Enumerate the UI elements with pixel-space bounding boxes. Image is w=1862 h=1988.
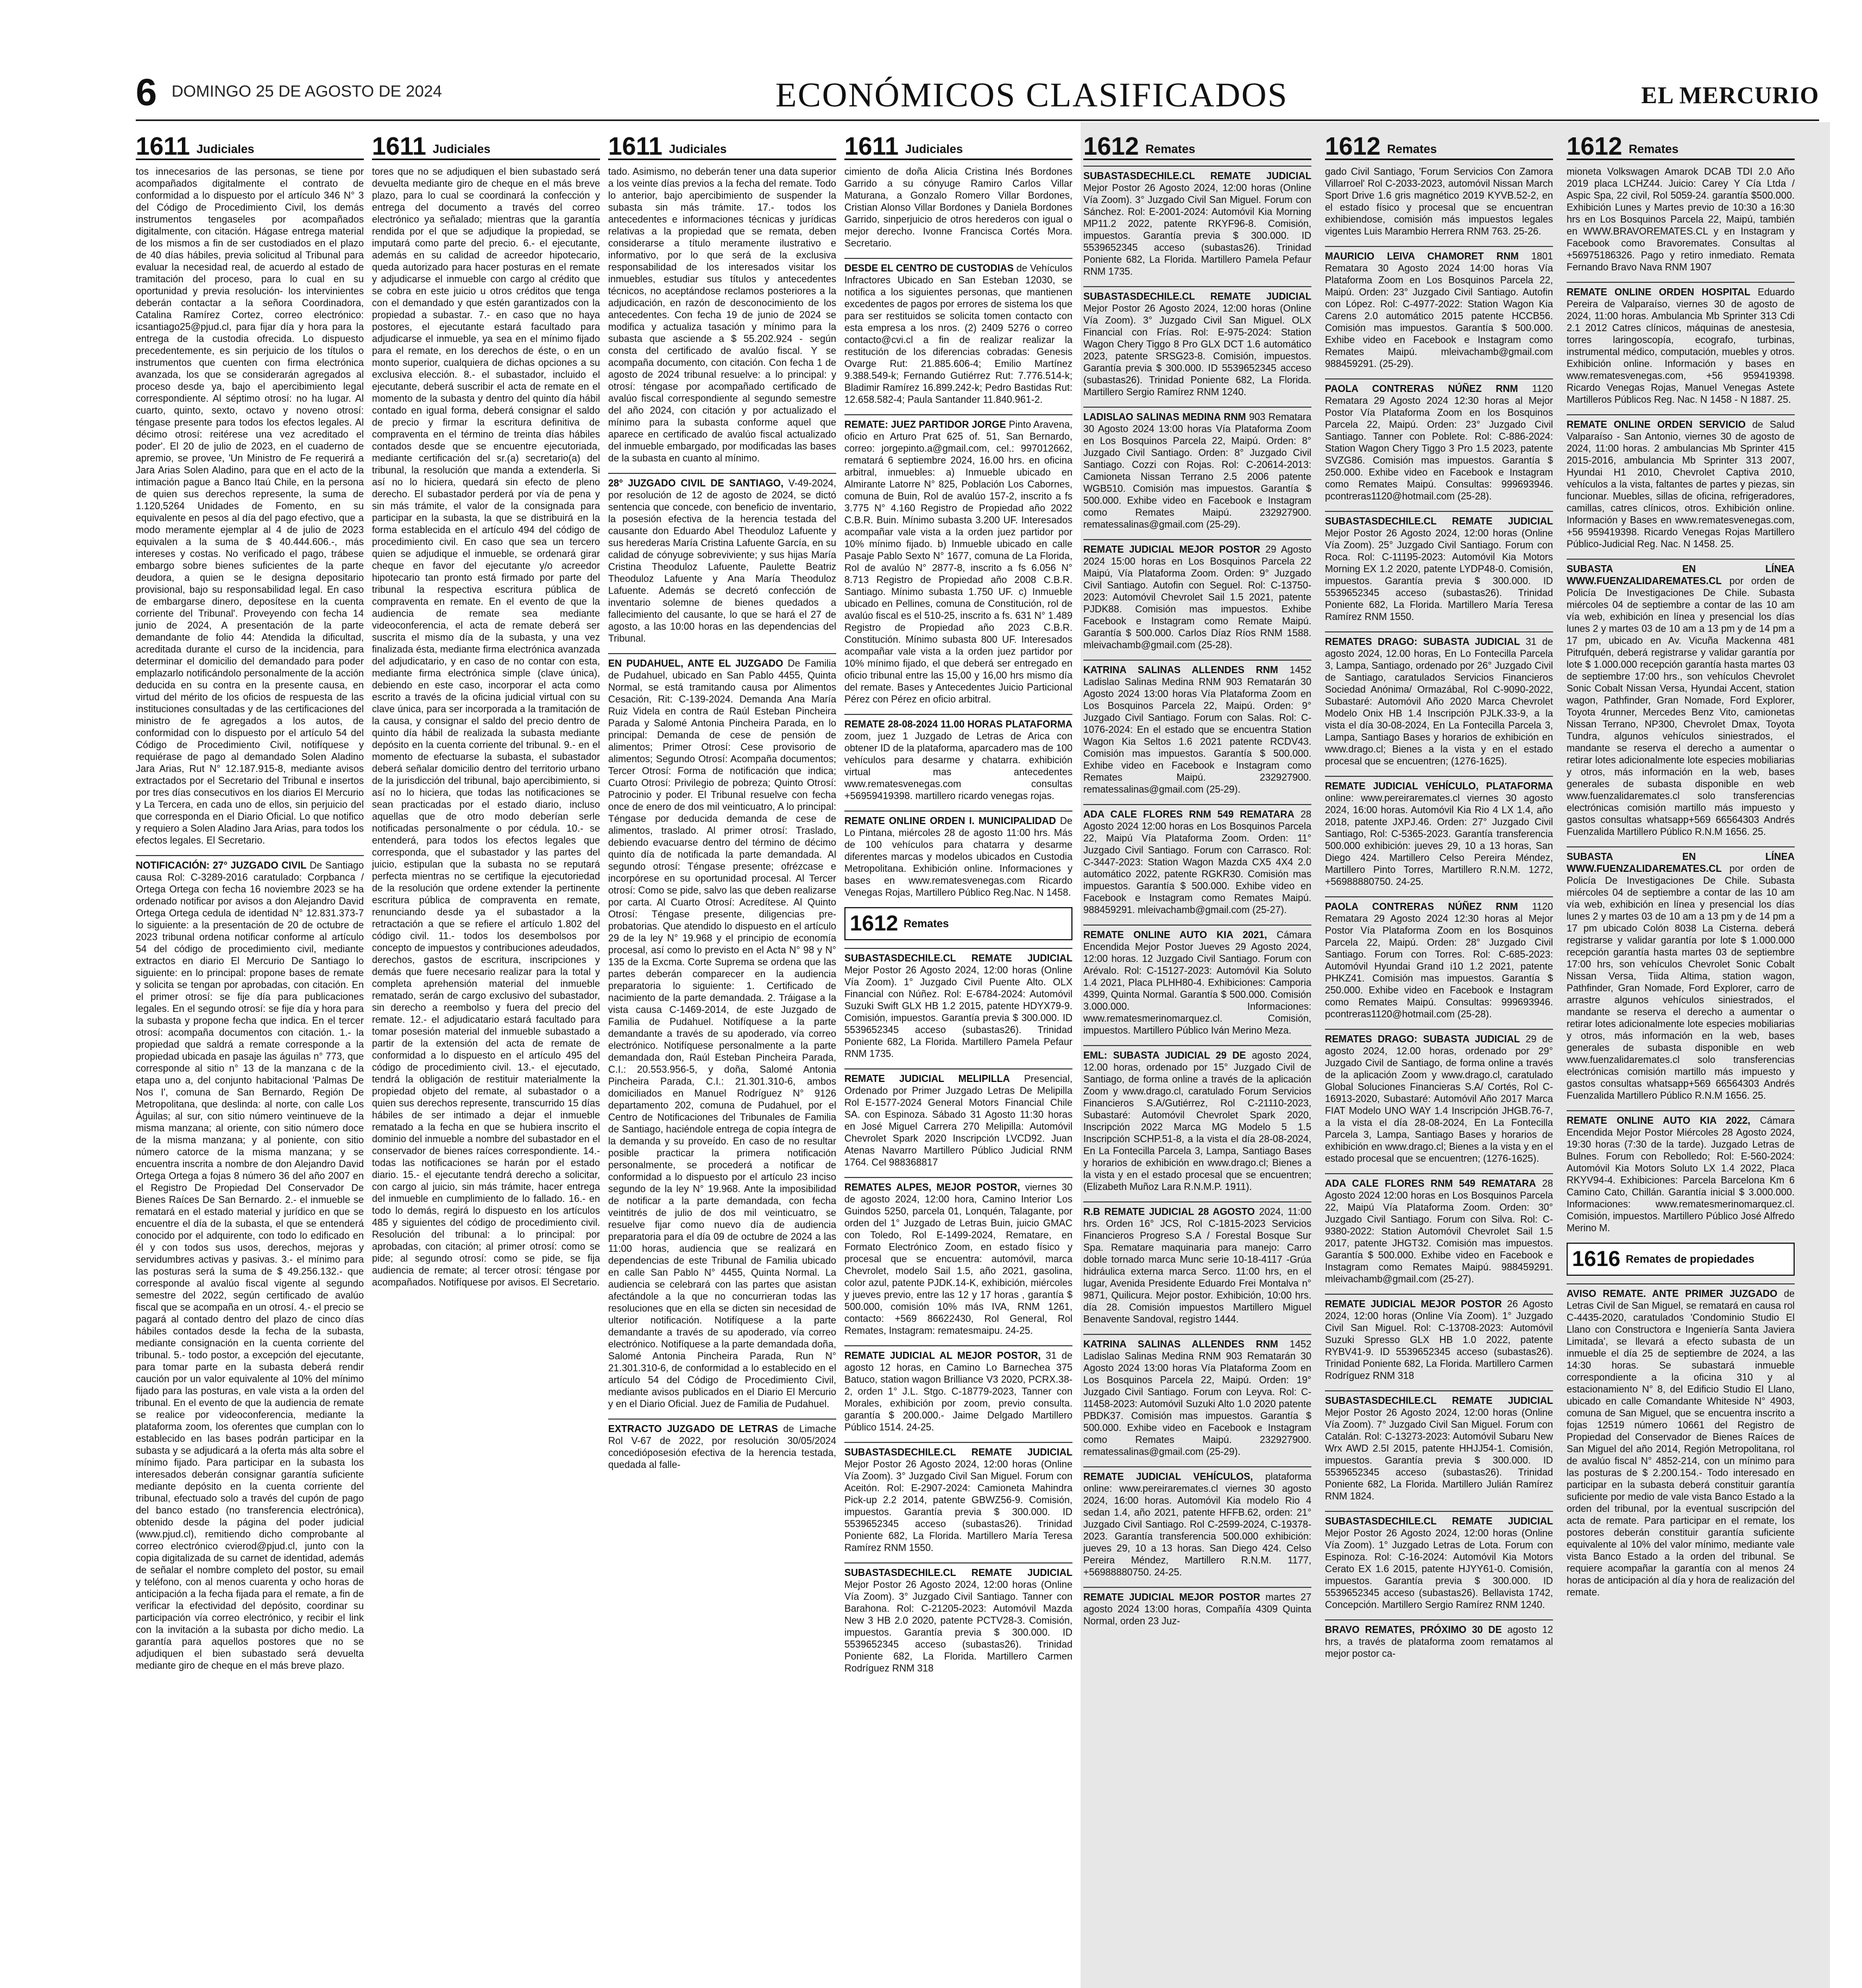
ad-body: 1120 Rematara 29 Agosto 2024 12:30 horas al Mejor Postor Vía Plataforma Zoom en los Bosquinos Parcela 22, Maipú. Orden: 28° Juzgado Civil Santiago. Forum con Torres. Rol: C-685-2023: Automóvil Hyundai Grand i10 1.2 2021, patente PHKZ41. Comisión mas impuestos. Garantía $ 250.000. Exhibe video en Facebook e Instagram como Remates Maipú. Consultas: 999693946. pcontreras1120@hotmail.com (25-28). [1325, 901, 1553, 1020]
ad-body: Cámara Encendida Mejor Postor Miércoles 28 Agosto 2024, 19:30 horas (7:30 de la tarde). Juzgado Letras de Bulnes. Forum con Rebolledo; Rol: E-560-2024: Automóvil Kia Motors Soluto LX 1.4 2022, Placa RKYV94-4. Exhibiciones: Parcela Barcelona Km 6 Camino Cato, Chillán. Garantía inicial $ 3.000.000. Informaciones: www.rematesmerinomarquez.cl. Comisión, impuestos. Martillero Público José Alfredo Merino M. [1567, 1115, 1795, 1233]
column-header [608, 128, 836, 160]
classified-ad [1325, 246, 1553, 370]
category-code: 1612 [1567, 132, 1623, 160]
column-header [1567, 128, 1795, 160]
ad-body: De Lo Pintana, miércoles 28 de agosto 11:00 hrs. Más de 100 vehículos para chatarra y desarme diferentes marcas y modelos ubicados en Custodia Metropolitana. Exhibición online. Informaciones y bases en www.rematesvenegas.com Ricardo Venegas Rojas, Martillero Público Reg.Nac. N 1458. [844, 815, 1072, 898]
classified-ad [1083, 1334, 1311, 1458]
ad-headline: NOTIFICACIÓN: 27° JUZGADO CIVIL [136, 860, 307, 871]
classified-ad [1325, 378, 1553, 502]
ad-body: de Salud Valparaíso - San Antonio, viernes 30 de agosto de 2024, 11:00 horas. 2 ambulancias Mb Sprinter 415 2015-2016, ambulancia Mb Sprinter 313 2007, Hyundai H1 2010, Chevrolet Captiva 2010, vehículos a la vista, faltantes de partes y piezas, sin funcionar. Muebles, sillas de oficina, refrigeradores, camillas, catres clínicos, otros. Exhibición online. Información y Bases en www.rematesvenegas.com, +56 959419398. Ricardo Venegas Rojas Martillero Público-Judicial Reg. Nac. N 1458. 25. [1567, 419, 1795, 549]
ad-headline: AVISO REMATE. ANTE PRIMER JUZGADO [1567, 1288, 1778, 1299]
ad-body: tado. Asimismo, no deberán tener una data superior a los veinte días previos a la fecha del remate. Todo lo anterior, bajo apercibimiento de suspender la subasta sin más trámite. 17.- todos los antecedentes e informaciones técnicas y jurídicas relativas a la propiedad que se remata, deben considerarse a título meramente ilustrativo e informativo, por lo que será de la exclusiva responsabilidad de los interesados visitar los inmuebles, estudiar sus títulos y antecedentes técnicos, no aceptándose reclamos posteriores a la adjudicación, en razón de desconocimiento de los antecedentes. Con fecha 19 de junio de 2024 se modifica y actualiza tasación y mínimo para la subasta que asciende a $ 55.202.924 - según consta del certificado de avalúo fiscal. Y se acompaña documento, con citación. Con fecha 1 de agosto de 2024 tribunal resuelve: a lo principal: y otrosí: téngase por acompañado certificado de avalúo fiscal correspondiente al segundo semestre del año 2024, con citación y por actualizado el mínimo para la subasta conforme aquel que aparece en certificado de avalúo fiscal actualizado del inmueble embargado, por modificadas las bases de la subasta en cuanto al mínimo. [608, 166, 836, 464]
ad-body: V-49-2024, por resolución de 12 de agosto de 2024, se dictó sentencia que concede, con beneficio de inventario, la posesión efectiva de la herencia testada del causante don Eduardo Abel Theoduloz Lafuente y sus herederas María Cristina Lafuente García, en su calidad de cónyuge sobreviviente; y sus hijas María Cristina Theoduloz Lafuente, Paulette Beatriz Theoduloz Lafuente y Ana María Theoduloz Lafuente. Además se decretó confección de inventario solemne de bienes quedados a fallecimiento del causante, lo que se hará el 27 de agosto, a las 10:00 horas en las dependencias del Tribunal. [608, 478, 836, 644]
classified-ad [1567, 559, 1795, 838]
category-code: 1611 [844, 132, 899, 160]
classified-ad [844, 258, 1072, 406]
classified-ad [1567, 1110, 1795, 1234]
ad-body: tores que no se adjudiquen el bien subastado será devuelta mediante giro de cheque en el más breve plazo, para lo cual se coordinará la confección y entrega del documento a través del correo electrónico ya señalado; mientras que la garantía rendida por el que se adjudique la propiedad, se imputará como parte del precio. 6.- el ejecutante, además en su calidad de acreedor hipotecario, queda autorizado para hacer posturas en el remate y adjudicarse el inmueble con cargo al crédito que se cobra en este juicio u otros créditos que tenga con el demandado y que estén garantizados con la propiedad a subastar. 7.- en caso que no haya postores, el ejecutante estará facultado para adjudicarse el inmueble, ya sea en el mínimo fijado para el remate, en los derechos de éste, o en un monto superior, cualquiera de dichas opciones a su exclusiva elección. 8.- el subastador, incluido el ejecutante, deberá suscribir el acta de remate en el momento de la subasta y dentro del quinto día hábil contado en igual forma, deberá consignar el saldo de precio y firmar la escritura definitiva de compraventa en el término de treinta días hábiles contados desde que se encuentre ejecutoriada, mediante certificación del sr.(a) secretario(a) del tribunal, la resolución que manda a extenderla. Si así no lo hiciera, quedará sin efecto de pleno derecho. El subastador perderá por vía de pena y sin más trámite, el valor de la consignada para participar en la subasta, la que se distribuirá en la forma establecida en el artículo 494 del código de procedimiento civil. En caso que sea un tercero quien se adjudique el inmueble, se ordenará girar cheque en favor del ejecutante y/o acreedor hipotecario tan pronto está firmado por parte del tribunal la respectiva escritura pública de compraventa en remate. En el evento de que la audiencia de remate sea mediante videoconferencia, el acta de remate deberá ser suscrita el mismo día de la subasta, y una vez finalizada ésta, mediante firma electrónica avanzada del adjudicatario, y en caso de no contar con esta, mediante firma electrónica simple (clave única), debiendo en este caso, incorporar el acta como escrito a través de la oficina judicial virtual con su clave única, para ser incorporada a la tramitación de la causa, y consignar el saldo del precio dentro de quinto día hábil de realizada la subasta mediante depósito en la cuenta corriente del tribunal. 9.- en el momento de efectuarse la subasta, el subastador deberá señalar domicilio dentro del territorio urbano de la jurisdicción del tribunal, bajo apercibimiento, si así no lo hiciera, que todas las notificaciones se sean practicadas por el estado diario, incluso aquellas que de otro modo deberían serle notificadas personalmente o por cédula. 10.- se entenderá, para todos los efectos legales que corresponda, que el subastador y las partes del juicio, estipulan que la subasta no se reputará perfecta mientras no se certifique la ejecutoriedad de la resolución que ordene extender la pertinente escritura pública de compraventa en remate, renunciando desde ya el subastador a la retractación a que se refiere el artículo 1.802 del código civil. 11.- todos los desembolsos por concepto de impuestos y contribuciones adeudados, derechos, gastos de escritura, inscripciones y demás que fuere necesario realizar para la total y completa aprehensión material del inmueble rematado, serán de cargo exclusivo del subastador, sin derecho a reembolso y fuera del precio del remate. 12.- el adjudicatario estará facultado para tomar posesión material del inmueble subastado a partir de la extensión del acta de remate de conformidad a lo dispuesto en el artículo 495 del código de procedimiento civil. 13.- el ejecutado, tendrá la obligación de restituir materialmente la propiedad objeto del remate, al subastador o a quien sus derechos represente, transcurrido 15 días hábiles de ser intimado a dejar el inmueble rematado a la fecha en que se hubiera inscrito el dominio del inmueble a nombre del subastador en el conservador de bienes raíces correspondiente. 14.- todas las notificaciones se harán por el estado diario. 15.- el ejecutante tendrá derecho a solicitar, con cargo al juicio, sin más trámite, hacer entrega del inmueble en cumplimiento de lo fallado. 16.- en todo lo demás, regirá lo dispuesto en los artículos 485 y siguientes del código de procedimiento civil. Resolución del tribunal: a lo principal: por aprobadas, con citación; al primer otrosí: como se pide; al segundo otrosí: como se pide, se fija audiencia de remate; al tercer otrosí: téngase por acompañados. Notifíquese por avisos. El Secretario. [372, 166, 600, 1288]
ad-headline: SUBASTASDECHILE.CL REMATE JUDICIAL [1325, 516, 1553, 527]
ad-body: de Letras Civil de San Miguel, se rematará en causa rol C-4435-2020, caratulados 'Condominio Studio El Llano con Constructora e Ingeniería Santa Javiera Limitada', se llevará a efecto subasta de un inmueble el día 25 de septiembre de 2024, a las 14:30 horas. Se subastará inmueble correspondiente a la oficina 310 y al estacionamiento N° 8, del Edificio Studio El Llano, ubicado en calle Comandante Whiteside N° 4903, comuna de San Miguel, que se encuentra inscrito a fojas 12519 número 10661 del Registro de Propiedad del Conservador de Bienes Raíces de San Miguel del año 2014, Región Metropolitana, rol de avalúo fiscal N° 4852-214, con un mínimo para las posturas de $ 2.200.154.- Todo interesado en participar en la subasta deberá constituir garantía suficiente por medio de vale vista Banco Estado a la orden del tribunal, por la eventual suscripción del acta de remate. Para participar en el remate, los postores deberán constituir garantía suficiente equivalente al 10% del valor mínimo, mediante vale vista Banco Estado a la orden del tribunal. Se requiere acompañar la garantía con al menos 24 horas de anticipación al día y hora de realización del remate. [1567, 1288, 1795, 1598]
ad-body: De Familia de Pudahuel, ubicado en San Pablo 4455, Quinta Normal, se está tramitando causa por Alimentos Cesación, Rit: C-139-2024. Demanda Ana María Ruiz Videla en contra de Raúl Esteban Pincheira Parada y Salomé Antonia Pincheira Parada, en lo principal: Demanda de cese de pensión de alimentos; Primer Otrosí: Cese provisorio de alimentos; Segundo Otrosí: Acompaña documentos; Tercer Otrosí: Forma de notificación que indica; Cuarto Otrosí: Privilegio de pobreza; Quinto Otrosí: Patrocinio y poder. El Tribunal resuelve con fecha once de enero de dos mil veinticuatro, A lo principal: Téngase por deducida demanda de cese de alimentos, traslado. Al primer otrosí: Traslado, debiendo evacuarse dentro del término de décimo quinto día de notificada la parte demandada. Al segundo otrosí: Téngase presente; ofrézcase e incorpórese en su oportunidad procesal. Al Tercer otrosí: Como se pide, salvo las que deben realizarse por carta. Al Cuarto Otrosí: Acredítese. Al Quinto Otrosí: Téngase presente, diligencias pre-probatorias. Que atendido lo dispuesto en el artículo 29 de la ley N° 19.968 y el principio de economía procesal, así como lo previsto en el Acta N° 98 y N° 135 de la Excma. Corte Suprema se ordena que las partes deberán comparecer en la audiencia preparatoria lo siguiente: 1. Certificado de nacimiento de la parte demandada. 2. Tráigase a la vista causa C-1469-2014, de este Juzgado de Familia de Pudahuel. Notifíquese a la parte demandante a través de su apoderado, vía correo electrónico. Notifíquese personalmente a la parte demandada don, Raúl Esteban Pincheira Parada, C.I.: 20.553.956-5, y doña, Salomé Antonia Pincheira Parada, C.I.: 21.301.310-6, ambos domiciliados en Manuel Rodríguez N° 9126 departamento 202, comuna de Pudahuel, por el Centro de Notificaciones del Tribunales de Familia de Santiago, haciéndole entrega de copia íntegra de la demanda y su proveído. En caso de no resultar posible practicar la primera notificación personalmente, se procederá a notificar de conformidad a lo dispuesto por el artículo 23 inciso segundo de la ley N° 19.968. Ante la imposibilidad de notificar a la parte demandada, con fecha veintitrés de julio de dos mil veinticuatro, se resuelve fijar como nuevo día de audiencia preparatoria para el día 09 de octubre de 2024 a las 11:00 horas, audiencia que se realizará en dependencias de este Tribunal de Familia ubicado en calle San Pablo N° 4455, Quinta Normal. La audiencia se celebrará con las partes que asistan afectándole a la que no concurrieran todas las resoluciones que en ella se dicten sin necesidad de ulterior notificación. Notifíquese a la parte demandante a través de su apoderado, vía correo electrónico. Notifíquese a la parte demandada doña, Salomé Antonia Pincheira Parada, Run N° 21.301.310-6, de conformidad a lo establecido en el artículo 54 del Código de Procedimiento Civil, mediante avisos publicados en el Diario El Mercurio y en el Diario Oficial. Juez de Familia de Pudahuel. [608, 658, 836, 1409]
section-title: ECONÓMICOS CLASIFICADOS [775, 75, 1288, 114]
ad-body: Mejor Postor 26 Agosto 2024, 12:00 horas (Online Vía Zoom). 3° Juzgado Civil San Miguel. OLX Financial con Frías. Rol: E-975-2024: Station Wagon Chery Tiggo 8 Pro GLX DCT 1.6 automático 2023, patente SRSG23-8. Comisión, impuestos. Garantía previa $ 300.000. ID 5539652345 acceso (subastas26). Trinidad Poniente 682, La Florida. Martillero Sergio Ramírez RNM 1240. [1083, 303, 1311, 397]
ad-headline: BRAVO REMATES, PRÓXIMO 30 DE [1325, 1624, 1502, 1635]
ad-body: 29 de agosto 2024, 12.00 horas, ordenado por 29° Juzgado Civil de Santiago, de forma online a través de la aplicación Zoom y www.drago.cl, caratulado Global Soluciones Financieras S.A/ Cortés, Rol C-16913-2020, Subastaré: Automóvil Año 2017 Marca FIAT Modelo UNO WAY 1.4 Inscripción JHGB.76-7, a la vista el día 28-08-2024, En La Fontecilla Parcela 3, Lampa, Santiago Bases y horarios de exhibición en www.drago.cl; Bienes a la vista y en el estado procesal que se encuentren; (1276-1625). [1325, 1034, 1553, 1164]
classified-ad [844, 1068, 1072, 1168]
category-name: Judiciales [905, 142, 963, 156]
column-header [372, 128, 600, 160]
column-header [1083, 128, 1311, 160]
ad-body: 31 de agosto 12 horas, en Camino Lo Barnechea 375 Batuco, station wagon Brilliance V3 2020, PCRX.38-2, orden 1° J.L. Stgo. C-18779-2023, Tanner con Morales, exhibición por zoom, previo consulta. garantía $ 200.000.- Jaime Delgado Martillero Público 1514. 24-25. [844, 1350, 1072, 1433]
classified-ad [1567, 414, 1795, 550]
ad-headline: REMATE JUDICIAL VEHÍCULO, PLATAFORMA [1325, 781, 1553, 792]
category-code: 1611 [372, 132, 426, 160]
column-6 [1325, 128, 1553, 1979]
ad-body: Mejor Postor 26 Agosto 2024, 12:00 horas (Online Vía Zoom). 25° Juzgado Civil Santiago. Forum con Roca. Rol: C-11195-2023: Automóvil Kia Motors Morning EX 1.2 2020, patente LYDP48-0. Comisión, impuestos. Garantía previa $ 300.000. ID 5539652345 acceso (subastas26). Trinidad Poniente 682, La Florida. Martillero María Teresa Ramírez RNM 1550. [1325, 528, 1553, 622]
subsection-name: Remates de propiedades [1625, 1253, 1754, 1265]
ad-headline: REMATES ALPES, MEJOR POSTOR, [844, 1182, 1020, 1193]
classified-ad [608, 473, 836, 644]
category-code: 1611 [136, 132, 190, 160]
classified-ad [844, 1177, 1072, 1337]
column-3 [608, 128, 836, 1979]
ad-body: 31 de agosto 2024, 12.00 horas, En Lo Fontecilla Parcela 3, Lampa, Santiago, ordenado por 26° Juzgado Civil de Santiago, caratulados Servicios Financieros Sociedad Anónima/ Ormazábal, Rol C-9090-2022, Subastaré: Automóvil Año 2020 Marca Chevrolet Modelo Onix HB 1.4 Inscripción PJLK.33-9, a la vista el día 30-08-2024, En La Fontecilla Parcela 3, Lampa, Santiago Bases y horarios de exhibición en www.drago.cl; Bienes a la vista y en el estado procesal que se encuentren; (1276-1625). [1325, 636, 1553, 767]
ad-body: de Vehículos Infractores Ubicado en San Esteban 12030, se notifica a los siguientes personas, que mantienen excedentes de pagos por errores de sistema los que para ser restituidos se solicita tomen contacto con esta empresa a los nros. (2) 2409 5276 o correo contacto@cvi.cl a fin de realizar realizar la restitución de los diferencias cobradas: Genesis Ovarge Rut: 21.885.606-4; Emilio Martínez 9.388.549-k; Fernando Gutiérrez Rut: 7.776.514-k; Bladimir Ramírez 16.899.242-k; Pedro Bastidas Rut: 12.658.582-4; Paula Santander 11.840.961-2. [844, 263, 1072, 405]
classified-ad [1083, 925, 1311, 1036]
ad-body: martes 27 agosto 2024 13:00 horas, Compañía 4309 Quinta Normal, orden 23 Juz- [1083, 1592, 1311, 1626]
ad-headline: PAOLA CONTRERAS NÚÑEZ RNM [1325, 383, 1518, 394]
column-4 [844, 128, 1072, 1979]
ad-headline: REMATE JUDICIAL MEJOR POSTOR [1325, 1299, 1502, 1309]
ad-body: plataforma online: www.pereiraremates.cl viernes 30 agosto 2024, 16:00 horas. Automóvil Kia modelo Rio 4 sedan 1.4, año 2021, patente HFFB.62, orden: 21° Juzgado Civil Santiago. Rol C-2599-2024, C-19378-2023. Garantía transferencia 500.000 exhibición: jueves 29, 10 a 13 horas. San Diego 424. Celso Pereira Méndez, Martillero R.N.M. 1177, +56988880750. 24-25. [1083, 1471, 1311, 1578]
ad-headline: REMATE ONLINE ORDEN SERVICIO [1567, 419, 1746, 430]
classified-ad [608, 166, 836, 464]
ad-headline: REMATE JUDICIAL AL MEJOR POSTOR, [844, 1350, 1041, 1361]
subsection-code: 1616 [1572, 1247, 1620, 1271]
ad-headline: MAURICIO LEIVA CHAMORET RNM [1325, 251, 1519, 262]
ad-headline: REMATES DRAGO: SUBASTA JUDICIAL [1325, 1034, 1520, 1044]
ad-body: 26 Agosto 2024, 12:00 horas (Online Vía Zoom). 1° Juzgado Civil San Miguel. Rol: C-13708-2023: Automóvil Suzuki Spresso GLX HB 1.0 2022, patente RYBV41-9. ID 5539652345 acceso (subastas26). Trinidad Poniente 682, La Florida. Martillero Carmen Rodríguez RNM 318 [1325, 1299, 1553, 1381]
ad-body: Mejor Postor 26 Agosto 2024, 12:00 horas (Online Vía Zoom). 3° Juzgado Civil San Miguel. Forum con Aceitón. Rol: E-2907-2024: Camioneta Mahindra Pick-up 2.2 2014, patente GBWZ56-9. Comisión, impuestos. Garantía previa $ 300.000. ID 5539652345 acceso (subastas26). Trinidad Poniente 682, La Florida. Martillero María Teresa Ramírez RNM 1550. [844, 1459, 1072, 1553]
ad-body: 1801 Rematara 30 Agosto 2024 14:00 horas Vía Plataforma Zoom en Los Bosquinos Parcela 22, Maipú. Orden: 23° Juzgado Civil Santiago. Autofin con López. Rol: C-4977-2022: Station Wagon Kia Carens 2.0 automático 2015 patente HCCB56. Comisión mas impuestos. Garantía $ 500.000. Exhibe video en Facebook e Instagram como Remates Maipú. mleivachamb@gmail.com 988459291. (25-29). [1325, 251, 1553, 369]
ad-body: mioneta Volkswagen Amarok DCAB TDI 2.0 Año 2019 placa LCHZ44. Juicio: Carey Y Cía Ltda / Aspic Spa, 22 civil, Rol 5059-24. garantía $500.000. Exhibición Lunes y Martes previo de 10:30 a 16:30 hrs en Los Bosquinos Parcela 22, Maipú, también en WWW.BRAVOREMATES.CL y en Instagram y Facebook como Bravoremates. Consultas al +56975186326. Pago y retiro inmediato. Remata Fernando Bravo Nava RNM 1907 [1567, 166, 1795, 273]
ad-body: viernes 30 de agosto 2024, 12:00 hora, Camino Interior Los Guindos 5250, parcela 01, Lonquén, Talagante, por orden del 1° Juzgado de Letras Buin, juicio GMAC con Toledo, Rol E-1499-2024, Rematare, en Formato Electrónico Zoom, en estado físico y procesal que se encuentra: automóvil, marca Chevrolet, modelo Sail 1.5, año 2021, gasolina, color azul, patente PJDK.14-K, exhibición, miércoles y jueves previo, entre las 12 y 17 horas , garantía $ 500.000, comisión 10% más IVA, RNM 1261, contacto: +569 86622430, Rol General, Rol Remates, Instagram: rematesmaipu. 24-25. [844, 1182, 1072, 1336]
ad-body: Presencial, Ordenado por Primer Juzgado Letras De Melipilla Rol E-1577-2024 General Motors Financial Chile SA. con Espinoza. Sábado 31 Agosto 11:30 horas en José Miguel Carrera 270 Melipilla: Automóvil Chevrolet Spark 2020 Inscripción LVCD92. Juan Atenas Navarro Martillero Público Judicial RNM 1764. Cel 988368817 [844, 1073, 1072, 1168]
classified-ad [1325, 1619, 1553, 1660]
column-1 [136, 128, 364, 1979]
classified-ad [1325, 1511, 1553, 1611]
ad-body: Eduardo Pereira de Valparaíso, viernes 30 de agosto de 2024, 11:00 horas. Ambulancia Mb Sprinter 313 Cdi 2.1 2012 Catres clínicos, máquinas de anestesia, torres laringoscopía, ecografo, turbinas, instrumental médico, computación, muebles y otros. Exhibición online. Información y bases en www.rematesvenegas.com, +56 959419398. Ricardo Venegas Rojas, Manuel Venegas Astete Martilleros Públicos Reg. Nac. N 1458 - N 1887. 25. [1567, 287, 1795, 405]
ad-headline: SUBASTASDECHILE.CL REMATE JUDICIAL [844, 953, 1072, 964]
column-2 [372, 128, 600, 1979]
category-name: Remates [1145, 142, 1196, 156]
ad-headline: SUBASTA EN LÍNEA WWW.FUENZALIDAREMATES.CL [1567, 851, 1795, 874]
classified-ad [608, 1419, 836, 1471]
ad-body: Cámara Encendida Mejor Postor Jueves 29 Agosto 2024, 12:00 horas. 12 Juzgado Civil Santiago. Forum con Arévalo. Rol: C-15127-2023: Automóvil Kia Soluto 1.4 2021, Placa PLHH80-4. Exhibiciones: Camporia 4399, Quinta Normal. Garantía $ 500.000. Comisión 3.000.000. Informaciones: www.rematesmerinomarquez.cl. Comisión, impuestos. Martillero Público Iván Merino Meza. [1083, 929, 1311, 1036]
column-header [844, 128, 1072, 160]
column-header [136, 128, 364, 160]
column-7 [1567, 128, 1795, 1979]
classified-ad [1083, 1201, 1311, 1325]
ad-headline: LADISLAO SALINAS MEDINA RNM [1083, 411, 1246, 422]
classified-ad [844, 1562, 1072, 1674]
ad-headline: SUBASTASDECHILE.CL REMATE JUDICIAL [1083, 170, 1311, 181]
classified-ad [844, 166, 1072, 249]
classified-ad [1083, 539, 1311, 651]
ad-body: 28 Agosto 2024 12:00 horas en Los Bosquinos Parcela 22, Maipú Vía Plataforma Zoom. Orden: 11° Juzgado Civil Santiago. Forum con Carrasco. Rol: C-3447-2023: Station Wagon Mazda CX5 4X4 2.0 automático 2022, patente RGKR30. Comisión mas impuestos. Garantía $ 500.000. Exhibe video en Facebook e Instagram como Remates Maipú. 988459291. mleivachamb@gmail.com (25-27). [1083, 809, 1311, 915]
classified-ad [1325, 1390, 1553, 1502]
classified-ad [1083, 1466, 1311, 1578]
ad-headline: REMATES DRAGO: SUBASTA JUDICIAL [1325, 636, 1520, 647]
ad-body: por orden de Policía De Investigaciones De Chile. Subasta miércoles 04 de septiembre a contar de las 10 am vía web, exhibición en línea y presencial los días lunes 2 y martes 03 de 10 am a 13 pm y de 14 pm a 17 pm ubicado Colón 8038 La Cisterna. deberá registrarse y validar garantía por lote $ 1.000.000 recepción garantía hasta martes 03 de septiembre 17:00 hrs, son vehículos Chevrolet Sonic Cobalt Nissan Versa, Tiida Altima, station wagon, Pathfinder, Gran Nomade, Ford Explorer, carro de arrastre algunos vehículos siniestrados, el mandante se reserva el derecho a aumentar o retirar lotes adicionalmente lote especies mobiliarias y otros, más información en la web, bases generales de subasta disponible en web www.fuenzalidaremates.cl solo transferencias electrónicas comisión martillo más impuesto y gastos consultas whatsapp+569 66564303 Andrés Fuenzalida Martillero Público R.N.M 1656. 25. [1567, 863, 1795, 1101]
subsection-name: Remates [903, 917, 949, 930]
classified-ad [1325, 896, 1553, 1020]
category-name: Judiciales [196, 142, 255, 156]
ad-headline: EN PUDAHUEL, ANTE EL JUZGADO [608, 658, 784, 669]
classified-ad [844, 1442, 1072, 1554]
ad-body: 2024, 11:00 hrs. Orden 16° JCS, Rol C-1815-2023 Servicios Financieros Progreso S.A / Forestal Bosque Sur Spa. Rematare maquinaria para manejo: Carro doble tornado marca Munc serie 10-18-4117 -Grúa hidráulica externa marca Serco. 11:00 hrs, en el lugar, Avenida Presidente Eduardo Frei Montalva n° 9871, Quilicura. Mejor postor. Exhibición, 10:00 hrs. día 28. Comisión impuestos Martillero Miguel Benavente Sandoval, registro 1444. [1083, 1206, 1311, 1325]
ad-headline: REMATE JUDICIAL VEHÍCULOS, [1083, 1471, 1253, 1482]
ad-body: 1452 Ladislao Salinas Medina RNM 903 Rematarán 30 Agosto 2024 13:00 horas Vía Plataforma Zoom en Los Bosquinos Parcela 22, Maipú. Orden: 9° Juzgado Civil Santiago. Forum con Salas. Rol: C-1076-2024: En el estado que se encuentra Station Wagon Kia Seltos 1.6 2021 patente RCDV43. Comisión mas impuestos. Garantía $ 500.000. Exhibe video en Facebook e Instagram como Remates Maipú. 232927900. rematessalinas@gmail.com (25-29). [1083, 664, 1311, 795]
ad-body: zoom, juez 1 Juzgado de Letras de Arica con obtener ID de la plataforma, aparcadero mas de 100 vehículos para desarme y chatarra. exhibición virtual mas antecedentes www.rematesvenegas.com consultas +56959419398. martillero ricardo venegas rojas. [844, 731, 1072, 801]
classified-ad [844, 414, 1072, 705]
column-5 [1083, 128, 1311, 1979]
ad-headline: SUBASTASDECHILE.CL REMATE JUDICIAL [1083, 291, 1311, 302]
classified-ad [1083, 804, 1311, 916]
classified-ad [1325, 1294, 1553, 1382]
classified-ad [1083, 1045, 1311, 1193]
classified-ad [1083, 166, 1311, 277]
classified-ad [1325, 166, 1553, 237]
ad-headline: REMATE JUDICIAL MELIPILLA [844, 1073, 1010, 1084]
ad-headline: REMATE JUDICIAL MEJOR POSTOR [1083, 1592, 1260, 1603]
classified-ad [1325, 1173, 1553, 1285]
ad-body: 1120 Rematara 29 Agosto 2024 12:30 horas al Mejor Postor Vía Plataforma Zoom en los Bosquinos Parcela 22, Maipú. Orden: 23° Juzgado Civil Santiago. Tanner con Poblete. Rol: C-886-2024: Station Wagon Chery Tiggo 3 Pro 1.5 2023, patente SVZG86. Comisión mas impuestos. Garantía $ 250.000. Exhibe video en Facebook e Instagram como Remates Maipú. Consultas: 999693946. pcontreras1120@hotmail.com (25-28). [1325, 383, 1553, 502]
ad-headline: SUBASTASDECHILE.CL REMATE JUDICIAL [844, 1567, 1072, 1578]
classified-ad [1325, 511, 1553, 623]
classified-ad [1325, 776, 1553, 888]
ad-headline: PAOLA CONTRERAS NÚÑEZ RNM [1325, 901, 1518, 912]
subsection-header [1567, 1243, 1795, 1276]
page-number: 6 [136, 71, 157, 113]
ad-headline: REMATE ONLINE ORDEN HOSPITAL [1567, 287, 1751, 297]
masthead [136, 71, 1819, 121]
classified-ad [136, 855, 364, 1672]
ad-body: Mejor Postor 26 Agosto 2024, 12:00 horas (Online Vía Zoom). 3° Juzgado Civil Santiago. Tanner con Barahona. Rol: C-21205-2023: Automóvil Mazda New 3 HB 2.0 2020, patente PCTV28-3. Comisión, impuestos. Garantía previa $ 300.000. ID 5539652345 acceso (subastas26). Trinidad Poniente 682, La Florida. Martillero Carmen Rodríguez RNM 318 [844, 1579, 1072, 1674]
ad-headline: SUBASTASDECHILE.CL REMATE JUDICIAL [844, 1447, 1072, 1458]
ad-body: por orden de Policía De Investigaciones De Chile. Subasta miércoles 04 de septiembre a contar de las 10 am vía web, exhibición en línea y presencial los días lunes 2 y martes 03 de 10 am a 13 pm y de 14 pm a 17 pm, ubicado en Av. Vicuña Mackenna 481 Pitrufquén, deberá registrarse y validar garantía por lote $ 1.000.000 recepción garantía hasta martes 03 de septiembre 17:00 hrs., son vehículos Chevrolet Sonic Cobalt Nissan Versa, Hyundai Accent, station wagon, Pathfinder, Gran Nomade, Ford Explorer, Toyota 4runner, Mercedes Benz Vito, camionetas Nissan Terrano, NP300, Chevrolet Dmax, Toyota Tundra, algunos vehículos siniestrados, el mandante se reserva el derecho a aumentar o retirar lotes adicionalmente lote especies mobiliarias y otros, más información en la web, bases generales de subasta disponible en web www.fuenzalidaremates.cl solo transferencias electrónicas comisión martillo más impuesto y gastos consultas whatsapp+569 66564303 Andrés Fuenzalida Martillero Público R.N.M 1656. 25. [1567, 575, 1795, 837]
ad-headline: REMATE: JUEZ PARTIDOR JORGE [844, 419, 1006, 430]
category-code: 1612 [1083, 132, 1139, 160]
ad-headline: REMATE ONLINE ORDEN I. MUNICIPALIDAD [844, 815, 1056, 826]
page-date: DOMINGO 25 DE AGOSTO DE 2024 [172, 83, 442, 100]
classified-ad [608, 653, 836, 1410]
classified-ad [1325, 631, 1553, 767]
ad-body: Mejor Postor 26 Agosto 2024, 12:00 horas (Online Vía Zoom). 1° Juzgado Letras de Lota. Forum con Espinoza. Rol: C-16-2024: Automóvil Kia Motors Cerato EX 1.6 2015, patente HJYY61-0. Comisión, impuestos. Garantía previa $ 300.000. ID 5539652345 acceso (subastas26). Bellavista 1742, Concepción. Martillero Sergio Ramírez RNM 1240. [1325, 1528, 1553, 1610]
column-header [1325, 128, 1553, 160]
ad-headline: R.B REMATE JUDICIAL 28 AGOSTO [1083, 1206, 1255, 1217]
classified-ad [372, 166, 600, 1288]
classified-ad [136, 166, 364, 846]
category-name: Judiciales [432, 142, 491, 156]
ad-body: De Santiago causa Rol: C-3289-2016 caratulado: Corpbanca / Ortega Ortega con fecha 16 noviembre 2023 se ha ordenado notificar por avisos a don Alejandro David Ortega Ortega cedula de identidad N° 12.831.373-7 lo siguiente: a la presentación de 20 de octubre de 2023 tribunal ordena notificar conforme al artículo 54 del código de procedimiento civil, mediante extractos en diario El Mercurio De Santiago lo siguiente: en lo principal: propone bases de remate y solicita se tengan por aprobadas, con citación. En el primer otrosí: se fije día para publicaciones legales. En el segundo otrosí: se fije día y hora para la subasta y propone fecha que indica. En el tercer otrosí: acompaña documentos con citación. 1.- la propiedad que saldrá a remate corresponde a la propiedad ubicada en pasaje las águilas n° 773, que corresponde al sitio n° 13 de la manzana c de la etapa uno a, del conjunto habitacional 'Palmas De Nos I', comuna de San Bernardo, Región De Metropolitana, que deslinda: al norte, con calle Los Águilas; al sur, con sitio número veintinueve de la misma manzana; al oriente, con sitio número doce de la misma manzana; y al poniente, con sitio número catorce de la misma manzana; y se encuentra inscrita a nombre de don Alejandro David Ortega Ortega a fojas 8 número 36 del año 2007 en el Registro De Propiedad Del Conservador De Bienes Raíces De San Bernardo. 2.- el inmueble se rematará en el estado material y jurídico en que se encuentre el día de la subasta, el que se entenderá conocido por el adquirente, con todo lo edificado en él y con todos sus usos, derechos, mejoras y servidumbres activas y pasivas. 3.- el mínimo para las posturas será la suma de $ 49.256.132.- que corresponde al avalúo fiscal vigente al segundo semestre del 2022, según certificado de avalúo fiscal que se acompaña en un otrosí. 4.- el precio se pagará al contado dentro del plazo de cinco días hábiles contados desde la fecha de la subasta, mediante consignación en la cuenta corriente del tribunal. 5.- todo postor, a excepción del ejecutante, para tomar parte en la subasta deberá rendir caución por un valor equivalente al 10% del mínimo fijado para las posturas, en vale vista a la orden del tribunal. En el evento de que la audiencia de remate se realice por videoconferencia, mediante la plataforma zoom, los oferentes que cumplan con lo establecido en las bases podrán participar en la subasta y se adjudicará a la oferta más alta sobre el mínimo fijado. Para participar en la subasta los interesados deberán consignar garantía suficiente mediante depósito en la cuenta corriente del tribunal, efectuado solo a través del cupón de pago del banco estado (no transferencia electrónica), obtenido desde la página del poder judicial (www.pjud.cl), remitiendo dicho comprobante al correo electrónico cvierod@pjud.cl, junto con la copia digitalizada de su carnet de identidad, además de señalar el nombre completo del postor, su email y teléfono, con al menos cuarenta y ocho horas de anticipación a la fecha fijada para el remate, a fin de verificar la efectividad del depósito, coordinar su participación vía correo electrónico, y recibir el link con la invitación a la subasta por dicho medio. La garantía para aquellos postores que no se adjudiquen el bien subastado será devuelta mediante giro de cheque en el más breve plazo. [136, 860, 364, 1671]
ad-headline: SUBASTASDECHILE.CL REMATE JUDICIAL [1325, 1395, 1553, 1406]
classified-ad [844, 714, 1072, 802]
classified-ad [1325, 1029, 1553, 1164]
classified-ad [1083, 660, 1311, 795]
ad-headline: REMATE 28-08-2024 11.00 HORAS PLATAFORMA [844, 719, 1072, 730]
classified-ad [1567, 846, 1795, 1101]
ad-body: 1452 Ladislao Salinas Medina RNM 903 Rematarán 30 Agosto 2024 13:00 horas Vía Plataforma Zoom en Los Bosquinos Parcela 22, Maipú. Orden: 19° Juzgado Civil Santiago. Forum con Leyva. Rol: C-11458-2023: Automóvil Suzuki Alto 1.0 2020 patente PBDK37. Comisión mas impuestos. Garantía $ 500.000. Exhibe video en Facebook e Instagram como Remates Maipú. 232927900. rematessalinas@gmail.com (25-29). [1083, 1339, 1311, 1457]
subsection-code: 1612 [850, 911, 898, 935]
classified-ad [1083, 1587, 1311, 1627]
ad-body: 28 Agosto 2024 12:00 horas en Los Bosquinos Parcela 22, Maipú Vía Plataforma Zoom. Orden: 30° Juzgado Civil Santiago. Forum con Silva. Rol: C-9380-2022: Station Automóvil Chevrolet Sail 1.5 2017, patente JHGT32. Comisión mas impuestos. Garantía $ 500.000. Exhibe video en Facebook e Instagram como Remates Maipú. 988459291. mleivachamb@gmail.com (25-27). [1325, 1178, 1553, 1284]
classified-ad [1083, 407, 1311, 530]
ad-headline: REMATE ONLINE AUTO KIA 2021, [1083, 929, 1267, 940]
ad-body: Mejor Postor 26 Agosto 2024, 12:00 horas (Online Vía Zoom). 7° Juzgado Civil San Miguel. Forum con Catalán. Rol: C-13273-2023: Automóvil Subaru New Wrx AWD 2.5I 2015, patente HHJJ54-1. Comisión, impuestos. Garantía previa $ 300.000. ID 5539652345 acceso (subastas26). Trinidad Poniente 682, La Florida. Martillero Julián Ramírez RNM 1824. [1325, 1407, 1553, 1502]
ad-body: tos innecesarios de las personas, se tiene por acompañados digitalmente el contrato de conformidad a lo dispuesto por el artículo 346 N° 3 del Código de Procedimiento Civil, los demás instrumentos tengaseles por acompañados digitalmente, con citación. Hágase entrega material de los mismos a fin de ser custodiados en el plazo de 40 días hábiles, previa solicitud al Tribunal para evaluar la necesidad real, de acuerdo al estado de tramitación del proceso, para lo cual en su oportunidad y previa resolución- los intervinientes deberán contactar a la señora Coordinadora, Catalina Ramírez Cortez, correo electrónico: icsantiago25@pjud.cl, para fijar día y hora para la entrega de la custodia ofrecida. Lo dispuesto precedentemente, es sin perjuicio de los títulos o instrumentos que cuenten con firma electrónica avanzada, los que se considerarán agregados al proceso desde ya, bajo el apercibimiento legal correspondiente. Al séptimo otrosí: no ha lugar. Al cuarto, quinto, sexto, octavo y noveno otrosí: téngase presente para todos los efectos legales. Al décimo otrosí: reitérese una vez acreditado el poder'. El 20 de julio de 2023, en el cuaderno de apremio, se provee, 'Un Ministro de Fe requerirá a Jara Arias Solen Aladino, para que en el acto de la intimación pague a Banco Itaú Chile, en la persona de quien sus derechos represente, la suma de 1.120,5264 Unidades de Fomento, en su equivalente en pesos al día del pago efectivo, que a modo meramente ejemplar al 4 de julio de 2023 equivalen a la suma de $ 40.444.606.-, más intereses y costas. No verificado el pago, trábese embargo sobre bienes suficientes de la parte deudora, a quien se le designa depositario provisional, bajo su responsabilidad legal. En caso de embargarse dinero, deposítese en la cuenta corriente del Tribunal'. Proveyendo con fecha 14 junio de 2024, A presentación de la parte demandante de folio 44: Atendida la dificultad, acreditada durante el curso de la incidencia, para determinar el domicilio del demandado para poder emplazarlo notificándolo personalmente de la acción deducida en su contra en la presente causa, en virtud del mérito de los oficios de respuesta de las instituciones consultadas y de las certificaciones del ministro de fe agregados a los autos, de conformidad con lo dispuesto por el artículo 54 del Código de Procedimiento Civil, notifíquese y requiérase de pago al demandado Solen Aladino Jara Arias, Rut N° 12.187.915-8, mediante avisos extractados por el Secretario del Tribunal e insertos por tres días consecutivos en los diarios El Mercurio y La Tercera, en cada uno de ellos, sin perjuicio del que corresponda en el Diario Oficial. Lo que notifico y requiero a Solen Aladino Jara Arias, para todos los efectos legales. El Secretario. [136, 166, 364, 846]
category-code: 1611 [608, 132, 662, 160]
ad-body: Pinto Aravena, oficio en Arturo Prat 625 of. 51, San Bernardo, correo: jorgepinto.a@gmail.com, cel.: 997012662, rematará 6 septiembre 2024, 16.00 hrs. en oficina arbitral, inmuebles: a) Inmueble ubicado en Almirante Latorre N° 825, Población Los Cabornes, comuna de Buin, Rol de avalúo 157-2, inscrito a fs 3.775 N° 4.160 Registro de Propiedad año 2022 C.B.R. Buin. Mínimo subasta 3.200 UF. Interesados acompañar vale vista a la orden juez partidor por 10% mínimo fijado. b) Inmueble ubicado en calle Pasaje Pablo Sexto N° 1677, comuna de La Florida, Rol de avalúo N° 2877-8, inscrito a fs 6.056 N° 8.713 Registro de Propiedad año 2008 C.B.R. Santiago. Mínimo subasta 1.750 UF. c) Inmueble ubicado en Pellines, comuna de Constitución, rol de avalúo fiscal es el 510-25, inscrito a fs. 631 N° 1.489 Registro de Propiedad año 2023 C.B.R. Constitución. Mínimo subasta 800 UF. Interesados acompañar vale vista a la orden juez partidor por 10% mínimo fijado, el que deberá ser entregado en oficio tribunal entre las 15,00 y 16,00 hrs mismo día del remate. Bases y Antecedentes Juicio Particional Pérez con Pérez en oficio arbitral. [844, 419, 1072, 705]
ad-headline: KATRINA SALINAS ALLENDES RNM [1083, 664, 1278, 675]
ad-body: de Limache Rol V-67 de 2022, por resolución 30/05/2024 concedióposesión efectiva de la herencia testada, quedada al falle- [608, 1423, 836, 1470]
category-name: Judiciales [668, 142, 727, 156]
subsection-header [844, 907, 1072, 940]
ad-body: online: www.pereiraremates.cl viernes 30 agosto 2024, 16:00 horas. Automóvil Kia Rio 4 LX 1.4, año 2018, patente JXPJ.46. Orden: 27° Juzgado Civil Santiago, Rol: C-5365-2023. Garantía transferencia 500.000 exhibición: jueves 29, 10 a 13 horas, San Diego 424. Martillero Celso Pereira Méndez, Martillero Pinto Torres, Martillero R.N.M. 1272, +56988880750. 24-25. [1325, 793, 1553, 887]
ad-headline: EML: SUBASTA JUDICIAL 29 DE [1083, 1050, 1246, 1061]
ad-headline: REMATE ONLINE AUTO KIA 2022, [1567, 1115, 1751, 1126]
ad-body: agosto 2024, 12.00 horas, ordenado por 15° Juzgado Civil de Santiago, de forma online a través de la aplicación Zoom y www.drago.cl, caratulado Forum Servicios Financieros S.A/Gutiérrez, Rol C-21110-2023, Subastaré: Automóvil Chevrolet Spark 2020, Inscripción 2022 Marca MG Modelo 5 1.5 Inscripción SCHP.51-8, a la vista el día 28-08-2024, En La Fontecilla Parcela 3, Lampa, Santiago Bases y horarios de exhibición en www.drago.cl; Bienes a la vista y en el estado procesal que se encuentren; (Elizabeth Muñoz Lara R.N.M.P. 1911). [1083, 1050, 1311, 1192]
classified-ad [1567, 166, 1795, 273]
ad-headline: REMATE JUDICIAL MEJOR POSTOR [1083, 544, 1260, 555]
newspaper-logo: EL MERCURIO [1641, 82, 1819, 109]
ad-body: cimiento de doña Alicia Cristina Inés Bordones Garrido a su cónyuge Ramiro Carlos Villar Maturana, a Gonzalo Romero Villar Bordones, Cristian Alonso Villar Bordones y Daniela Bordones Garrido, sinperjuicio de otros herederos con igual o mejor derecho. Ivonne Francisca Cortés Mora. Secretario. [844, 166, 1072, 249]
classified-ad [844, 948, 1072, 1060]
ad-body: Mejor Postor 26 Agosto 2024, 12:00 horas (Online Vía Zoom). 1° Juzgado Civil Puente Alto. OLX Financial con Núñez. Rol: E-6784-2024: Automóvil Suzuki Swift GLX HB 1.2 2015, patente HDYX79-9. Comisión, impuestos. Garantía previa $ 300.000. ID 5539652345 acceso (subastas26). Trinidad Poniente 682, La Florida. Martillero Pamela Pefaur RNM 1735. [844, 965, 1072, 1059]
ad-headline: DESDE EL CENTRO DE CUSTODIAS [844, 263, 1014, 274]
ad-body: agosto 12 hrs, a través de plataforma zoom rematamos al mejor postor ca- [1325, 1624, 1553, 1659]
ad-headline: 28° JUZGADO CIVIL DE SANTIAGO, [608, 478, 784, 489]
ad-headline: EXTRACTO JUZGADO DE LETRAS [608, 1423, 778, 1434]
ad-headline: KATRINA SALINAS ALLENDES RNM [1083, 1339, 1278, 1350]
category-code: 1612 [1325, 132, 1381, 160]
classified-ad [1083, 286, 1311, 398]
category-name: Remates [1387, 142, 1437, 156]
category-name: Remates [1629, 142, 1679, 156]
ad-body: 29 Agosto 2024 15:00 horas en Los Bosquinos Parcela 22 Maipú, Vía Plataforma Zoom. Orden: 9° Juzgado Civil Santiago. Autofin con Seguel. Rol: C-13750-2023: Automóvil Chevrolet Sail 1.5 2021, patente PJDK88. Comisión mas impuestos. Exhibe Facebook e Instagram como Remate Maipú. Garantía $ 500.000. Carlos Díaz Ríos RNM 1588. mleivachamb@gmail.com (25-28). [1083, 544, 1311, 650]
classified-ad [1567, 282, 1795, 406]
ad-body: Mejor Postor 26 Agosto 2024, 12:00 horas (Online Vía Zoom). 3° Juzgado Civil San Miguel. Forum con Sánchez. Rol: E-2001-2024: Automóvil Kia Morning MP11.2 2022, patente RKYF96-8. Comisión, impuestos. Garantía previa $ 300.000. ID 5539652345 acceso (subastas26). Trinidad Poniente 682, La Florida. Martillero Pamela Pefaur RNM 1735. [1083, 182, 1311, 277]
ad-headline: ADA CALE FLORES RNM 549 REMATARA [1325, 1178, 1536, 1189]
ad-headline: SUBASTASDECHILE.CL REMATE JUDICIAL [1325, 1516, 1553, 1527]
ad-headline: SUBASTA EN LÍNEA WWW.FUENZALIDAREMATES.CL [1567, 564, 1795, 586]
ad-body: 903 Rematara 30 Agosto 2024 13:00 horas Vía Plataforma Zoom en Los Bosquinos Parcela 22, Maipú. Orden: 8° Juzgado Civil Santiago. Orden: 8° Juzgado Civil Santiago. Cozzi con Rojas. Rol: C-20614-2013: Camioneta Nissan Terrano 2.5 2006 patente WGB510. Comisión mas impuestos. Garantía $ 500.000. Exhibe video en Facebook e Instagram como Remates Maipú. 232927900. rematessalinas@gmail.com (25-29). [1083, 411, 1311, 530]
ad-body: gado Civil Santiago, 'Forum Servicios Con Zamora Villarroel' Rol C-2033-2023, automóvil Nissan March Sport Drive 1.6 gris magnético 2019 KYVB.52-2, en el estado físico y procesal que se encuentran exhibiendose, comisión más impuestos legales vigentes Luis Marambio Herrera RNM 763. 25-26. [1325, 166, 1553, 237]
classified-ad [1567, 1283, 1795, 1598]
ad-headline: ADA CALE FLORES RNM 549 REMATARA [1083, 809, 1295, 820]
classified-ad [844, 1345, 1072, 1433]
classified-ad [844, 811, 1072, 898]
